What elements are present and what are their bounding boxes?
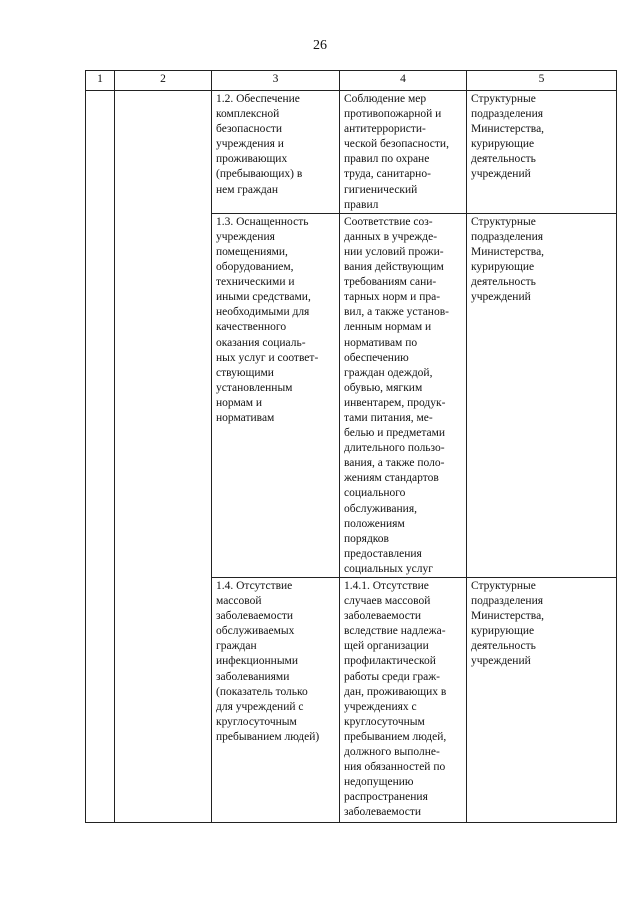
criteria-table — [85, 70, 617, 823]
column-header-2: 2 — [115, 71, 212, 91]
cell-responsible: Структурные подразделения Министерства, курирующие деятельность учреждений — [467, 578, 617, 823]
column-header-5: 5 — [467, 71, 617, 91]
cell-criterion: Соблюдение мер противопожарной и антитеррористи- ческой безопасности, правил по охране труда, санитарно- гигиенический правил — [340, 91, 467, 214]
table-header-row — [86, 71, 617, 91]
cell-criterion: 1.4.1. Отсутствие случаев массовой заболеваемости вследствие надлежа- щей организации профилактической работы среди граж- дан, проживающих в учреждениях с круглосуточным пребыванием людей, должного выполне- ния обязанностей по недопущению распространения заболеваемости — [340, 578, 467, 823]
page-number: 26 — [313, 38, 327, 53]
cell-criterion: Соответствие соз- данных в учрежде- нии условий прожи- вания действующим требованиям сани- тарных норм и пра- вил, а также установ- ленным нормам и нормативам по обеспечению граждан одеждой, обувью, мягким инвентарем, продук- тами питания, ме- белью и предметами длительного пользо- вания, а также поло- жениям стандартов социального обслуживания, положениям порядков предоставления социальных услуг — [340, 213, 467, 577]
cell-indicator: 1.4. Отсутствие массовой заболеваемости обслуживаемых граждан инфекционными заболеваниями (показатель только для учреждений с круглосуточным пребыванием людей) — [212, 578, 340, 823]
table-row — [86, 91, 617, 214]
column-header-4: 4 — [340, 71, 467, 91]
column-header-3: 3 — [212, 71, 340, 91]
cell-col1 — [86, 91, 115, 823]
cell-responsible: Структурные подразделения Министерства, курирующие деятельность учреждений — [467, 213, 617, 577]
cell-indicator: 1.2. Обеспечение комплексной безопасности учреждения и проживающих (пребывающих) в нем граждан — [212, 91, 340, 214]
cell-indicator: 1.3. Оснащенность учреждения помещениями, оборудованием, техническими и иными средствами, необходимыми для качественного оказания социаль- ных услуг и соответ- ствующими установленным нормам и нормативам — [212, 213, 340, 577]
column-header-1: 1 — [86, 71, 115, 91]
cell-col2 — [115, 91, 212, 823]
cell-responsible: Структурные подразделения Министерства, курирующие деятельность учреждений — [467, 91, 617, 214]
